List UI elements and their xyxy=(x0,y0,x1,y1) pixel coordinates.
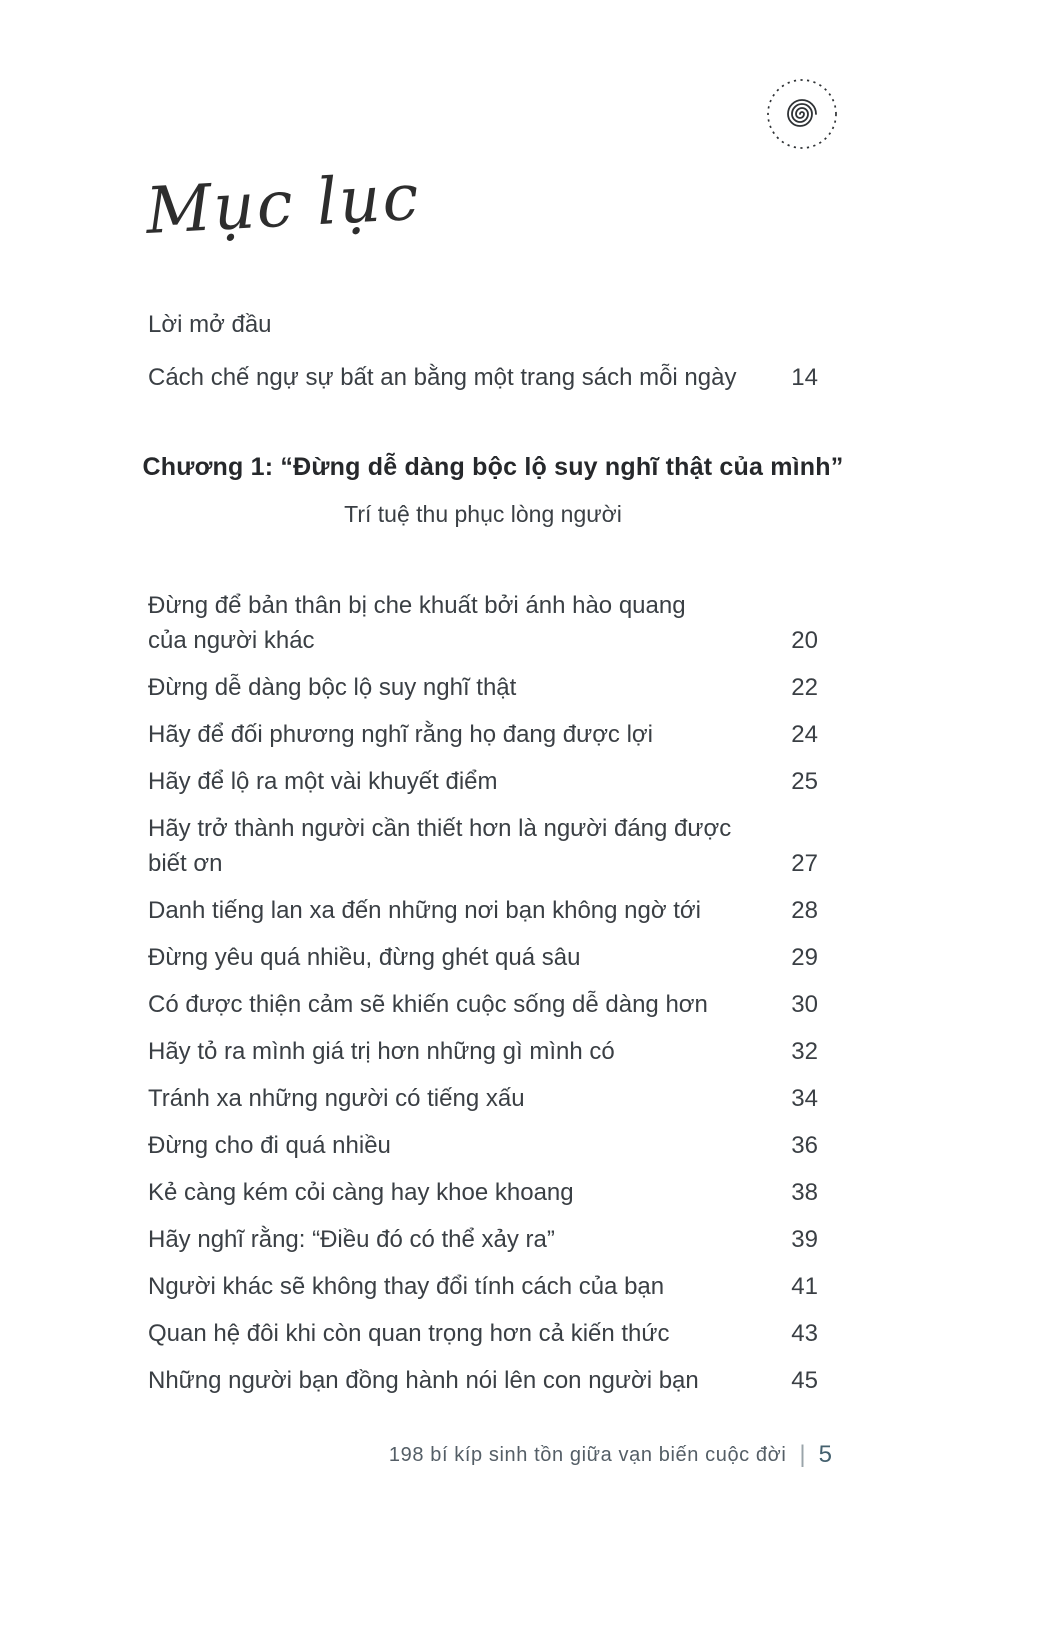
footer-page-number: 5 xyxy=(818,1441,832,1468)
toc-entry-page: 25 xyxy=(791,768,818,795)
footer-book-title: 198 bí kíp sinh tồn giữa vạn biến cuộc đời xyxy=(388,1443,787,1466)
toc-entry-title: Đừng yêu quá nhiều, đừng ghét quá sâu xyxy=(148,944,581,971)
toc-entry-intro xyxy=(148,360,818,395)
toc-entry-page: 39 xyxy=(791,1226,818,1253)
toc-entry-title: Hãy trở thành người cần thiết hơn là người đáng được biết ơn xyxy=(148,815,732,877)
page-title: Mục lục xyxy=(144,160,423,249)
toc-entry-page: 43 xyxy=(791,1320,818,1347)
toc-entry xyxy=(148,893,818,928)
intro-section xyxy=(148,311,818,395)
toc-entry-title: Đừng cho đi quá nhiều xyxy=(148,1132,391,1159)
chapter-header xyxy=(142,453,844,528)
toc-entry-title: Tránh xa những người có tiếng xấu xyxy=(148,1085,525,1112)
toc-entry-title: Kẻ càng kém cỏi càng hay khoe khoang xyxy=(148,1179,574,1206)
toc-entry xyxy=(148,811,818,881)
chapter-subtitle: Trí tuệ thu phục lòng người xyxy=(344,501,622,527)
toc-entry xyxy=(148,588,818,658)
toc-entry xyxy=(148,764,818,799)
toc-entry-page: 38 xyxy=(791,1179,818,1206)
toc-entry-title: Có được thiện cảm sẽ khiến cuộc sống dễ dàng hơn xyxy=(148,991,708,1018)
toc-entry-title-line2: của người khác xyxy=(148,627,315,654)
toc-entry xyxy=(148,1175,818,1210)
toc-entry-page: 30 xyxy=(791,991,818,1018)
toc-entry-page: 24 xyxy=(791,721,818,748)
toc-entry-title: Hãy để lộ ra một vài khuyết điểm xyxy=(148,768,498,795)
toc-entry-page: 20 xyxy=(791,627,818,654)
toc-entry-title: Đừng để bản thân bị che khuất bởi ánh hào quang xyxy=(148,592,686,619)
toc-entry-title: Người khác sẽ không thay đổi tính cách của bạn xyxy=(148,1273,665,1300)
intro-heading: Lời mở đầu xyxy=(148,311,272,338)
toc-entry-page: 14 xyxy=(791,364,818,391)
toc-entry-page: 45 xyxy=(791,1367,818,1394)
toc-entry-page: 41 xyxy=(791,1273,818,1300)
toc-entry xyxy=(148,940,818,975)
toc-entry xyxy=(148,1316,818,1351)
toc-entry-title: Đừng dễ dàng bộc lộ suy nghĩ thật xyxy=(148,674,517,701)
toc-entry xyxy=(148,1363,818,1398)
toc-entry-title: Những người bạn đồng hành nói lên con người bạn xyxy=(148,1367,699,1394)
toc-entry-page: 27 xyxy=(791,850,818,877)
toc-entry-page: 28 xyxy=(791,897,818,924)
toc-entry-title: Cách chế ngự sự bất an bằng một trang sách mỗi ngày xyxy=(148,364,737,391)
toc-entry xyxy=(148,987,818,1022)
chapter-heading: Chương 1: “Đừng dễ dàng bộc lộ suy nghĩ thật của mình” xyxy=(142,453,844,481)
toc-entry xyxy=(148,1034,818,1069)
toc-entry-page: 34 xyxy=(791,1085,818,1112)
toc-entry-title: Quan hệ đôi khi còn quan trọng hơn cả kiến thức xyxy=(148,1320,670,1347)
page-footer xyxy=(389,1441,832,1469)
spiral-sun-icon xyxy=(763,75,841,158)
toc-entry xyxy=(148,1222,818,1257)
toc-entry xyxy=(148,670,818,705)
toc-entry-page: 32 xyxy=(791,1038,818,1065)
toc-entry-title: Danh tiếng lan xa đến những nơi bạn không ngờ tới xyxy=(148,897,701,924)
toc-entry-title: Hãy tỏ ra mình giá trị hơn những gì mình có xyxy=(148,1038,615,1065)
toc-entry-page: 22 xyxy=(791,674,818,701)
toc-entry-title: Hãy để đối phương nghĩ rằng họ đang được lợi xyxy=(148,721,653,748)
toc-entry xyxy=(148,1128,818,1163)
toc-entry xyxy=(148,1081,818,1116)
toc-entry-title: Hãy nghĩ rằng: “Điều đó có thể xảy ra” xyxy=(148,1226,555,1253)
footer-divider: | xyxy=(799,1441,806,1468)
toc-entry-list xyxy=(148,588,818,1398)
toc-entry-page: 36 xyxy=(791,1132,818,1159)
toc-entry xyxy=(148,717,818,752)
toc-entry xyxy=(148,1269,818,1304)
toc-entry-page: 29 xyxy=(791,944,818,971)
toc-page xyxy=(142,0,844,1410)
